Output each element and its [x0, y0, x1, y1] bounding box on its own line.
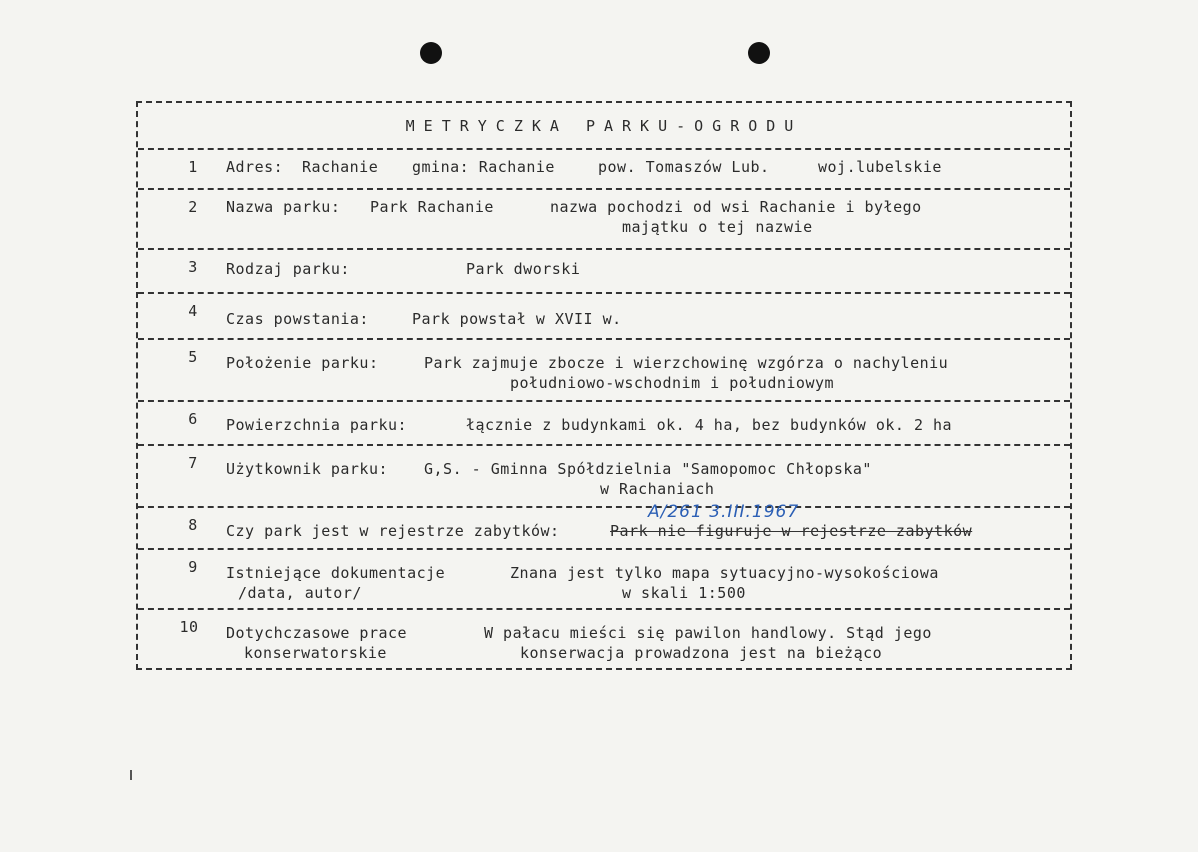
conservation-value: W pałacu mieści się pawilon handlowy. Stąd jego [484, 624, 932, 642]
row-number: 7 [188, 454, 198, 472]
founding-time-value: Park powstał w XVII w. [412, 310, 622, 328]
margin-mark [130, 770, 132, 780]
row-park-type [138, 248, 1070, 294]
row-number: 9 [188, 558, 198, 576]
row-conservation [138, 608, 1070, 668]
row-label: Czy park jest w rejestrze zabytków: [226, 522, 560, 540]
row-founding-time [138, 292, 1070, 338]
row-number: 2 [188, 198, 198, 216]
user-value-cont: w Rachaniach [600, 480, 715, 498]
card-title: METRYCZKA PARKU-OGRODU [405, 116, 803, 135]
row-number: 3 [188, 258, 198, 276]
row-label-cont: /data, autor/ [238, 584, 362, 602]
area-value: łącznie z budynkami ok. 4 ha, bez budynków ok. 2 ha [466, 416, 953, 434]
address-village: Rachanie [302, 158, 379, 176]
row-number: 4 [188, 302, 198, 320]
location-value: Park zajmuje zbocze i wierzchowinę wzgórza o nachyleniu [424, 354, 949, 372]
documentation-value: Znana jest tylko mapa sytuacyjno-wysokościowa [510, 564, 939, 582]
row-heritage-register [138, 502, 1070, 550]
row-number: 8 [188, 516, 198, 534]
row-label: Rodzaj parku: [226, 260, 350, 278]
row-label: Adres: [226, 158, 284, 176]
row-label: Użytkownik parku: [226, 460, 389, 478]
row-number: 1 [188, 158, 198, 176]
handwritten-register-note: A/261 3.III.1967 [648, 502, 800, 522]
row-label: Powierzchnia parku: [226, 416, 408, 434]
user-value: G,S. - Gminna Spółdzielnia "Samopomoc Chłopska" [424, 460, 872, 478]
park-name-origin: nazwa pochodzi od wsi Rachanie i byłego [550, 198, 922, 216]
park-name-value: Park Rachanie [370, 198, 494, 216]
row-number: 6 [188, 410, 198, 428]
row-park-name [138, 188, 1070, 250]
row-number: 10 [179, 618, 199, 636]
address-county: pow. Tomaszów Lub. [598, 158, 770, 176]
row-location [138, 338, 1070, 402]
address-commune: gmina: Rachanie [412, 158, 555, 176]
row-number: 5 [188, 348, 198, 366]
row-address [138, 148, 1070, 190]
address-province: woj.lubelskie [818, 158, 942, 176]
row-user [138, 444, 1070, 506]
row-documentation [138, 548, 1070, 610]
row-label-cont: konserwatorskie [244, 644, 387, 662]
park-name-origin-cont: majątku o tej nazwie [622, 218, 813, 236]
row-label: Istniejące dokumentacje [226, 564, 446, 582]
conservation-value-cont: konserwacja prowadzona jest na bieżąco [520, 644, 883, 662]
punch-hole-right [748, 42, 770, 64]
row-label: Dotychczasowe prace [226, 624, 408, 642]
row-label: Czas powstania: [226, 310, 369, 328]
register-struck-text: Park nie figuruje w rejestrze zabytków [610, 522, 973, 540]
documentation-value-cont: w skali 1:500 [622, 584, 746, 602]
park-type-value: Park dworski [466, 260, 581, 278]
row-label: Położenie parku: [226, 354, 379, 372]
row-area [138, 400, 1070, 446]
punch-hole-left [420, 42, 442, 64]
location-value-cont: południowo-wschodnim i południowym [510, 374, 835, 392]
row-label: Nazwa parku: [226, 198, 341, 216]
park-record-card [136, 101, 1072, 670]
